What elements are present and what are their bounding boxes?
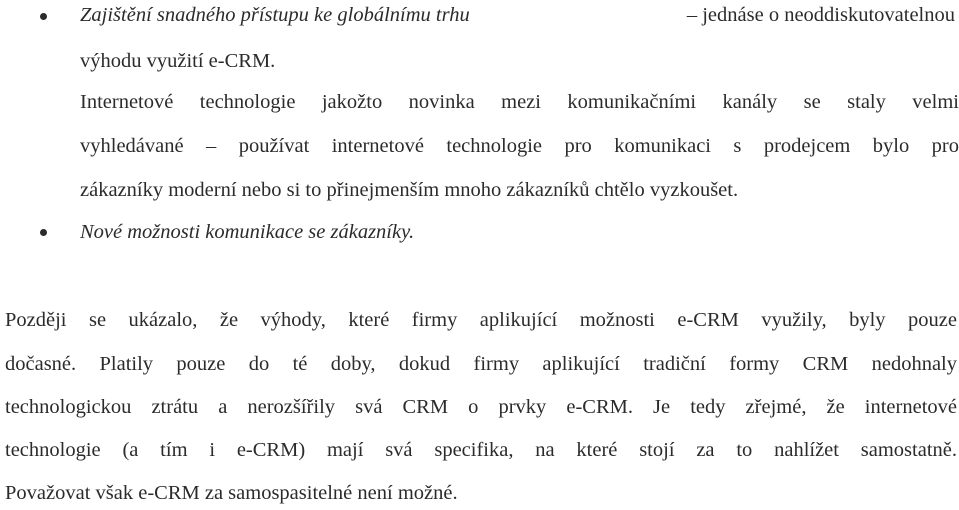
- paragraph-line-4: technologie (a tím i e-CRM) mají svá specifika, na které stojí za to nahlížet samostatně.: [5, 439, 957, 461]
- explanation-line-1: Internetové technologie jakožto novinka mezi komunikačními kanály se staly velmi: [80, 91, 959, 113]
- paragraph-line-3: technologickou ztrátu a nerozšířily svá CRM o prvky e-CRM. Je tedy zřejmé, že internetové: [5, 396, 957, 418]
- explanation-line-2: vyhledávané – používat internetové technologie pro komunikaci s prodejcem bylo pro: [80, 135, 959, 157]
- paragraph-line-1: Později se ukázalo, že výhody, které firmy aplikující možnosti e-CRM využily, byly pouze: [5, 309, 957, 331]
- bullet-item-1-italic: Zajištění snadného přístupu ke globálnímu trhu: [80, 4, 470, 26]
- explanation-line-3: zákazníky moderní nebo si to přinejmenším mnoho zákazníků chtělo vyzkoušet.: [80, 179, 739, 201]
- bullet-dot-2: [40, 229, 47, 236]
- bullet-item-1-rest: – jednáse o neoddiskutovatelnou: [686, 4, 955, 26]
- bullet-item-2: Nové možnosti komunikace se zákazníky.: [80, 221, 415, 243]
- paragraph-line-2: dočasné. Platily pouze do té doby, dokud firmy aplikující tradiční formy CRM nedohnaly: [5, 353, 957, 375]
- bullet-dot-1: [40, 13, 47, 20]
- bullet-item-1-line-2: výhodu využití e-CRM.: [80, 50, 276, 72]
- paragraph-line-5: Považovat však e-CRM za samospasitelné není možné.: [5, 482, 458, 504]
- bullet-item-1-line-1: [80, 5, 955, 26]
